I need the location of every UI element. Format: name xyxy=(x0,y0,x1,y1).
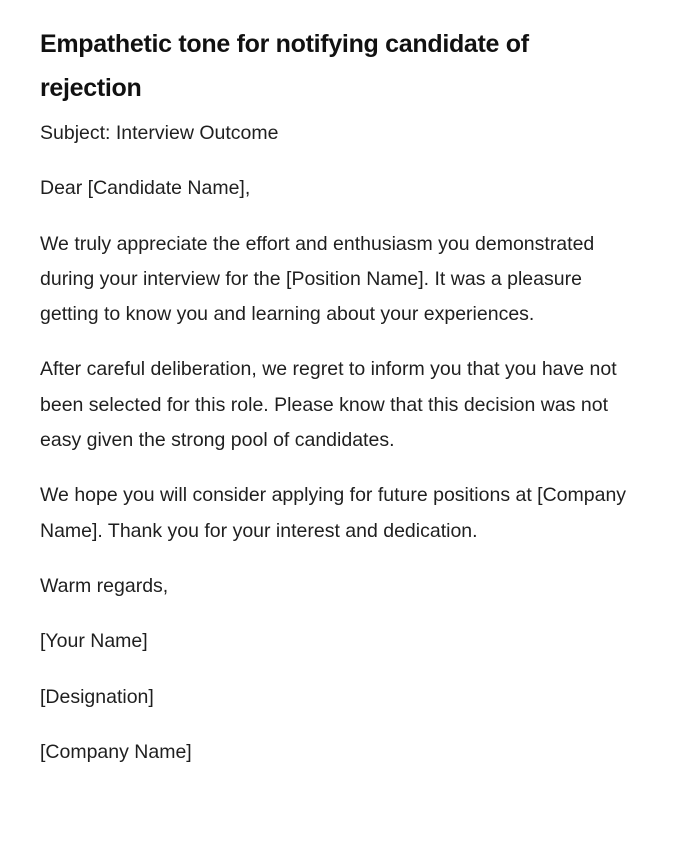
body-paragraph-1: We truly appreciate the effort and enthusiasm you demonstrated during your interview for the [Position Name]. It was a pleasure getting to know you and learning about your experiences. xyxy=(40,232,595,326)
salutation: Dear [Candidate Name], xyxy=(40,177,251,200)
signature-company: [Company Name] xyxy=(40,740,192,763)
subject-line: Subject: Interview Outcome xyxy=(40,122,279,144)
page-title: Empathetic tone for notifying candidate of rejection xyxy=(40,30,529,102)
closing: Warm regards, xyxy=(40,574,169,597)
body-paragraph-3: We hope you will consider applying for future positions at [Company Name]. Thank you for your interest and dedication. xyxy=(40,484,627,542)
body-paragraph-2: After careful deliberation, we regret to inform you that you have not been selected for this role. Please know that this decision was not easy given the strong pool of candidates. xyxy=(40,358,617,452)
signature-name: [Your Name] xyxy=(40,630,148,653)
signature-designation: [Designation] xyxy=(40,685,154,708)
